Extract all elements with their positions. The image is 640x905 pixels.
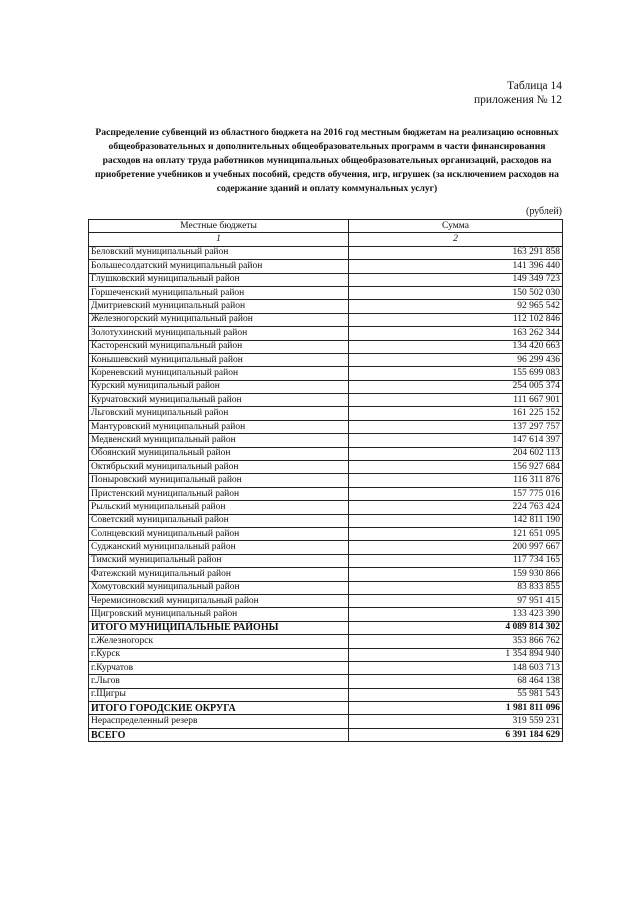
- budget-name-cell: Суджанский муниципальный район: [89, 541, 349, 554]
- budget-sum-cell: 142 811 190: [349, 514, 563, 527]
- budget-sum-cell: 147 614 397: [349, 434, 563, 447]
- budget-sum-cell: 1 981 811 096: [349, 702, 563, 715]
- table-row: [89, 608, 563, 621]
- budget-name-cell: Курчатовский муниципальный район: [89, 394, 349, 407]
- budget-name-cell: г.Курчатов: [89, 661, 349, 674]
- budget-sum-cell: 111 667 901: [349, 394, 563, 407]
- table-row: [89, 648, 563, 661]
- budget-name-cell: Горшеченский муниципальный район: [89, 286, 349, 299]
- budget-name-cell: Октябрьский муниципальный район: [89, 461, 349, 474]
- table-row: [89, 434, 563, 447]
- table-row: [89, 635, 563, 648]
- budget-name-cell: Тимский муниципальный район: [89, 554, 349, 567]
- budget-sum-cell: 121 651 095: [349, 527, 563, 540]
- table-row: [89, 474, 563, 487]
- budget-name-cell: ИТОГО ГОРОДСКИЕ ОКРУГА: [89, 702, 349, 715]
- budget-name-cell: Солнцевский муниципальный район: [89, 527, 349, 540]
- table-row: [89, 286, 563, 299]
- budget-sum-cell: 319 559 231: [349, 715, 563, 728]
- budget-table-body: [89, 220, 563, 742]
- budget-name-cell: Хомутовский муниципальный район: [89, 581, 349, 594]
- table-row: [89, 380, 563, 393]
- document-title: Распределение субвенций из областного бюджета на 2016 год местным бюджетам на реализацию основных общеобразовательных и дополнительных общеобразовательных программ в части финансирования расходов на оплату труда работников муниципальных общеобразовательных организаций, расходов на приобретение учебников и учебных пособий, средств обучения, игр, игрушек (за исключением расходов на содержание зданий и оплату коммунальных услуг): [95, 127, 559, 194]
- table-row: [89, 688, 563, 701]
- table-row: [89, 394, 563, 407]
- budget-sum-cell: 1 354 894 940: [349, 648, 563, 661]
- table-row: [89, 501, 563, 514]
- budget-sum-cell: 157 775 016: [349, 487, 563, 500]
- table-row: [89, 715, 563, 728]
- budget-sum-cell: 149 349 723: [349, 273, 563, 286]
- budget-sum-cell: 83 833 855: [349, 581, 563, 594]
- budget-name-cell: Глушковский муниципальный район: [89, 273, 349, 286]
- budget-name-cell: Фатежский муниципальный район: [89, 568, 349, 581]
- budget-sum-cell: 161 225 152: [349, 407, 563, 420]
- budget-name-cell: Касторенский муниципальный район: [89, 340, 349, 353]
- table-row: [89, 273, 563, 286]
- budget-name-cell: Большесолдатский муниципальный район: [89, 260, 349, 273]
- budget-sum-cell: 150 502 030: [349, 286, 563, 299]
- table-row: [89, 246, 563, 259]
- column-index-2: 2: [349, 233, 563, 246]
- table-row: [89, 353, 563, 366]
- budget-name-cell: Льговский муниципальный район: [89, 407, 349, 420]
- budget-sum-cell: 134 420 663: [349, 340, 563, 353]
- budget-sum-cell: 116 311 876: [349, 474, 563, 487]
- budget-name-cell: ИТОГО МУНИЦИПАЛЬНЫЕ РАЙОНЫ: [89, 621, 349, 634]
- budget-name-cell: Обоянский муниципальный район: [89, 447, 349, 460]
- budget-sum-cell: 4 089 814 302: [349, 621, 563, 634]
- budget-sum-cell: 200 997 667: [349, 541, 563, 554]
- table-row: [89, 514, 563, 527]
- table-row: [89, 675, 563, 688]
- budget-name-cell: Советский муниципальный район: [89, 514, 349, 527]
- budget-sum-cell: 353 866 762: [349, 635, 563, 648]
- budget-name-cell: Медвенский муниципальный район: [89, 434, 349, 447]
- budget-sum-cell: 133 423 390: [349, 608, 563, 621]
- table-row: [89, 420, 563, 433]
- column-header-budgets: Местные бюджеты: [89, 220, 349, 233]
- budget-sum-cell: 141 396 440: [349, 260, 563, 273]
- budget-sum-cell: 224 763 424: [349, 501, 563, 514]
- budget-sum-cell: 148 603 713: [349, 661, 563, 674]
- table-row: [89, 300, 563, 313]
- budget-sum-cell: 96 299 436: [349, 353, 563, 366]
- budget-name-cell: г.Железногорск: [89, 635, 349, 648]
- budget-name-cell: Пристенский муниципальный район: [89, 487, 349, 500]
- table-row: [89, 661, 563, 674]
- table-total-row: [89, 621, 563, 634]
- caption-appendix-number: приложения № 12: [474, 94, 562, 106]
- budget-name-cell: Золотухинский муниципальный район: [89, 327, 349, 340]
- budget-sum-cell: 97 951 415: [349, 594, 563, 607]
- budget-name-cell: Черемисиновский муниципальный район: [89, 594, 349, 607]
- table-caption: [474, 79, 562, 107]
- budget-name-cell: г.Курск: [89, 648, 349, 661]
- table-row: [89, 581, 563, 594]
- budget-sum-cell: 159 930 866: [349, 568, 563, 581]
- table-row: [89, 594, 563, 607]
- budget-name-cell: Кореневский муниципальный район: [89, 367, 349, 380]
- table-row: [89, 568, 563, 581]
- budget-sum-cell: 254 005 374: [349, 380, 563, 393]
- budget-sum-cell: 92 965 542: [349, 300, 563, 313]
- budget-sum-cell: 204 602 113: [349, 447, 563, 460]
- budget-name-cell: Щигровский муниципальный район: [89, 608, 349, 621]
- budget-name-cell: г.Щигры: [89, 688, 349, 701]
- budget-sum-cell: 68 464 138: [349, 675, 563, 688]
- budget-sum-cell: 155 699 083: [349, 367, 563, 380]
- column-index-1: 1: [89, 233, 349, 246]
- budget-name-cell: Нераспределенный резерв: [89, 715, 349, 728]
- budget-sum-cell: 163 262 344: [349, 327, 563, 340]
- budget-name-cell: Мантуровский муниципальный район: [89, 420, 349, 433]
- table-total-row: [89, 728, 563, 741]
- table-row: [89, 327, 563, 340]
- table-row: [89, 407, 563, 420]
- budget-name-cell: ВСЕГО: [89, 728, 349, 741]
- table-row: [89, 461, 563, 474]
- budget-name-cell: Курский муниципальный район: [89, 380, 349, 393]
- table-row: [89, 554, 563, 567]
- table-header-row: [89, 220, 563, 233]
- table-row: [89, 313, 563, 326]
- units-label: (рублей): [525, 206, 562, 217]
- budget-name-cell: Рыльский муниципальный район: [89, 501, 349, 514]
- table-row: [89, 367, 563, 380]
- budget-table: [88, 219, 563, 742]
- caption-table-number: Таблица 14: [507, 80, 562, 92]
- table-row: [89, 260, 563, 273]
- table-row: [89, 541, 563, 554]
- budget-name-cell: г.Льгов: [89, 675, 349, 688]
- budget-sum-cell: 137 297 757: [349, 420, 563, 433]
- table-row: [89, 447, 563, 460]
- budget-name-cell: Дмитриевский муниципальный район: [89, 300, 349, 313]
- table-index-row: [89, 233, 563, 246]
- budget-sum-cell: 55 981 543: [349, 688, 563, 701]
- budget-name-cell: Железногорский муниципальный район: [89, 313, 349, 326]
- budget-sum-cell: 117 734 165: [349, 554, 563, 567]
- budget-name-cell: Конышевский муниципальный район: [89, 353, 349, 366]
- budget-sum-cell: 6 391 184 629: [349, 728, 563, 741]
- budget-sum-cell: 156 927 684: [349, 461, 563, 474]
- table-row: [89, 340, 563, 353]
- budget-name-cell: Поныровский муниципальный район: [89, 474, 349, 487]
- budget-sum-cell: 163 291 858: [349, 246, 563, 259]
- table-total-row: [89, 702, 563, 715]
- table-row: [89, 527, 563, 540]
- budget-sum-cell: 112 102 846: [349, 313, 563, 326]
- column-header-sum: Сумма: [349, 220, 563, 233]
- table-row: [89, 487, 563, 500]
- budget-name-cell: Беловский муниципальный район: [89, 246, 349, 259]
